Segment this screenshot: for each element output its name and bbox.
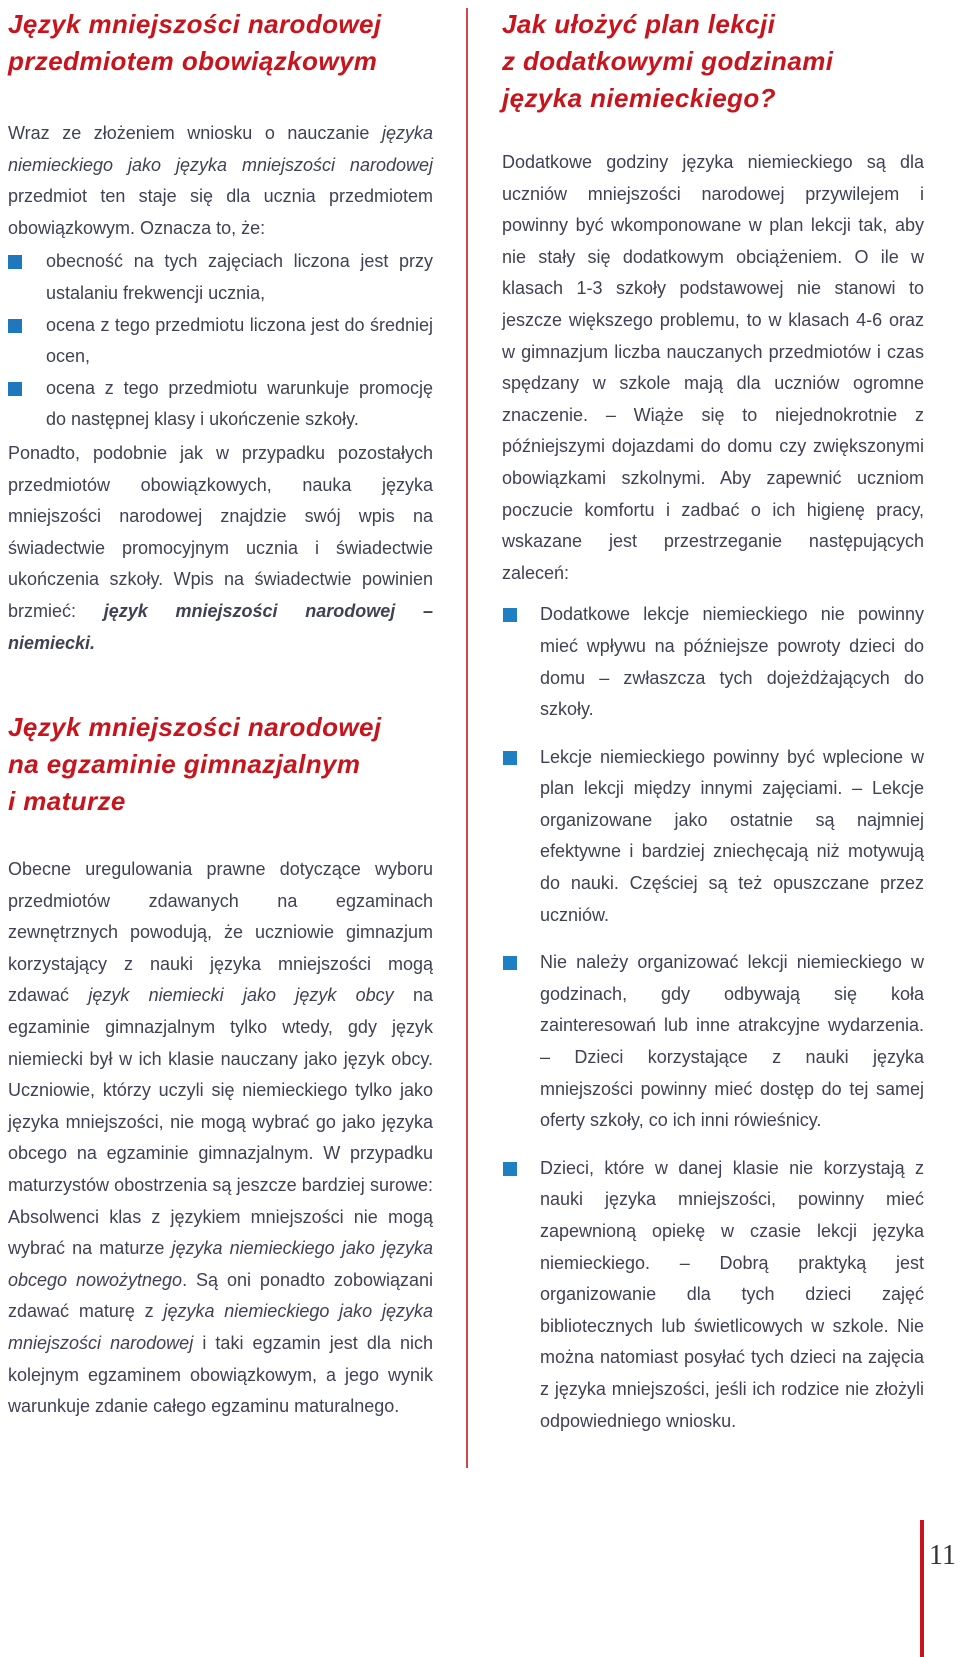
text-run: Ponadto, podobnie jak w przypadku pozostałych przedmiotów obowiązkowych, nauka języka mniejszości narodowej znajdzie swój wpis na świadectwie promocyjnym ucznia i świadectwie ukończenia szkoły. Wpis na świadectwie powinien brzmieć: <box>8 442 433 621</box>
page-number: 11 <box>929 1540 956 1571</box>
text-run: przedmiot ten staje się dla ucznia przedmiotem obowiązkowym. Oznacza to, że: <box>8 186 433 238</box>
square-bullet-icon <box>8 382 22 396</box>
text-run-italic: języka niemieckiego jako języka obcego nowożytnego <box>8 1238 433 1290</box>
list-item <box>502 1153 924 1437</box>
list-item <box>8 246 433 309</box>
paragraph-certificate <box>8 438 433 659</box>
right-column <box>502 6 924 1453</box>
list-item <box>8 310 433 373</box>
list-item <box>502 947 924 1137</box>
list-item-text: Nie należy organizować lekcji niemieckiego w godzinach, gdy odbywają się koła zainteresowań lub inne atrakcyjne wydarzenia. – Dzieci korzystające z nauki języka mniejszości powinny mieć dostęp do tej samej oferty szkoły, co ich inni rówieśnicy. <box>540 952 924 1131</box>
square-bullet-icon <box>503 956 517 970</box>
heading-line: Język mniejszości narodowej <box>8 712 382 743</box>
square-bullet-icon <box>8 255 22 269</box>
list-item-text: Dodatkowe lekcje niemieckiego nie powinny mieć wpływu na późniejsze powroty dzieci do domu – zwłaszcza tych dojeżdżających do szkoły. <box>540 604 924 720</box>
text-run: . Są oni ponadto zobowiązani zdawać maturę z <box>8 1269 433 1322</box>
heading-line: na egzaminie gimnazjalnym <box>8 749 361 780</box>
left-column <box>8 6 433 1423</box>
text-run: Obecne uregulowania prawne dotyczące wyboru przedmiotów zdawanych na egzaminach zewnętrznych powodują, że uczniowie gimnazjum korzystający z nauki języka mniejszości mogą zdawać <box>8 859 433 1006</box>
list-item <box>502 599 924 725</box>
list-item-text: Dzieci, które w danej klasie nie korzystają z nauki języka mniejszości, powinny mieć zapewnioną opiekę w czasie lekcji języka niemieckiego. – Dobrą praktyką jest organizowanie dla tych dzieci zajęć bibliotecznych lub świetlicowych w szkole. Nie można natomiast posyłać tych dzieci na zajęcia z języka mniejszości, jeśli ich rodzice nie złożyli odpowiedniego wniosku. <box>540 1157 924 1431</box>
heading-line: i maturze <box>8 786 126 817</box>
recommendations-list <box>502 599 924 1437</box>
square-bullet-icon <box>503 751 517 765</box>
list-item-text: ocena z tego przedmiotu liczona jest do średniej ocen, <box>46 314 433 367</box>
paragraph-exams <box>8 854 433 1423</box>
heading-line: języka niemieckiego? <box>502 83 776 113</box>
text-run: Wraz ze złożeniem wniosku o nauczanie <box>8 123 382 143</box>
heading-lesson-plan <box>502 6 924 117</box>
square-bullet-icon <box>503 1162 517 1176</box>
heading-line: przedmiotem obowiązkowym <box>8 46 378 76</box>
list-item-text: ocena z tego przedmiotu warunkuje promocję do następnej klasy i ukończenie szkoły. <box>46 377 433 430</box>
heading-exams <box>8 709 433 820</box>
list-item-text: obecność na tych zajęciach liczona jest przy ustalaniu frekwencji ucznia, <box>46 251 433 303</box>
heading-compulsory-subject <box>8 6 433 80</box>
square-bullet-icon <box>503 608 517 622</box>
text-run-italic: języka niemieckiego jako języka mniejszości narodowej <box>8 1301 433 1353</box>
text-run-italic: język niemiecki jako język obcy <box>88 985 394 1006</box>
text-run: na egzaminie gimnazjalnym tylko wtedy, gdy język niemiecki był w ich klasie nauczany jako język obcy. Uczniowie, którzy uczyli się niemieckiego tylko jako języka mniejszości, nie mogą wybrać go jako języka obcego na egzaminie gimnazjalnym. W przypadku maturzystów obostrzenia są jeszcze bardziej surowe: Absolwenci klas z językiem mniejszości nie mogą wybrać na maturze <box>8 985 433 1259</box>
paragraph-lesson-plan: Dodatkowe godziny języka niemieckiego są dla uczniów mniejszości narodowej przywilejem i powinny być wkomponowane w plan lekcji tak, aby nie stały się dodatkowym obciążeniem. O ile w klasach 1-3 szkoły podstawowej nie stanowi to jeszcze większego problemu, to w klasach 4-6 oraz w gimnazjum liczba nauczanych przedmiotów i czas spędzany w szkole mają dla uczniów ogromne znaczenie. – Wiąże się to niejednokrotnie z późniejszymi dojazdami do domu czy zwiększonymi obowiązkami szkolnymi. Aby zapewnić uczniom poczucie komfortu i zadbać o ich higienę pracy, wskazane jest przestrzeganie następujących zaleceń: <box>502 152 924 583</box>
column-divider <box>466 8 468 1468</box>
text-run-italic: języka niemieckiego jako języka mniejszości narodowej <box>8 123 433 175</box>
heading-line: z dodatkowymi godzinami <box>502 46 834 76</box>
heading-line: Jak ułożyć plan lekcji <box>502 9 776 39</box>
paragraph-intro <box>8 118 433 244</box>
page-number-bar <box>920 1520 924 1657</box>
heading-line: Język mniejszości narodowej <box>8 9 382 39</box>
consequences-list <box>8 246 433 436</box>
list-item-text: Lekcje niemieckiego powinny być wplecione w plan lekcji między innymi zajęciami. – Lekcje organizowane jako ostatnie są najmniej efektywne i bardziej zniechęcają niż motywują do nauki. Częściej są też opuszczane przez uczniów. <box>540 746 924 925</box>
text-run: i taki egzamin jest dla nich kolejnym egzaminem obowiązkowym, a jego wynik warunkuje zdanie całego egzaminu maturalnego. <box>8 1333 433 1417</box>
square-bullet-icon <box>8 319 22 333</box>
list-item <box>8 373 433 436</box>
text-run-bold-italic: język mniejszości narodowej – niemiecki. <box>8 600 433 653</box>
list-item <box>502 742 924 932</box>
